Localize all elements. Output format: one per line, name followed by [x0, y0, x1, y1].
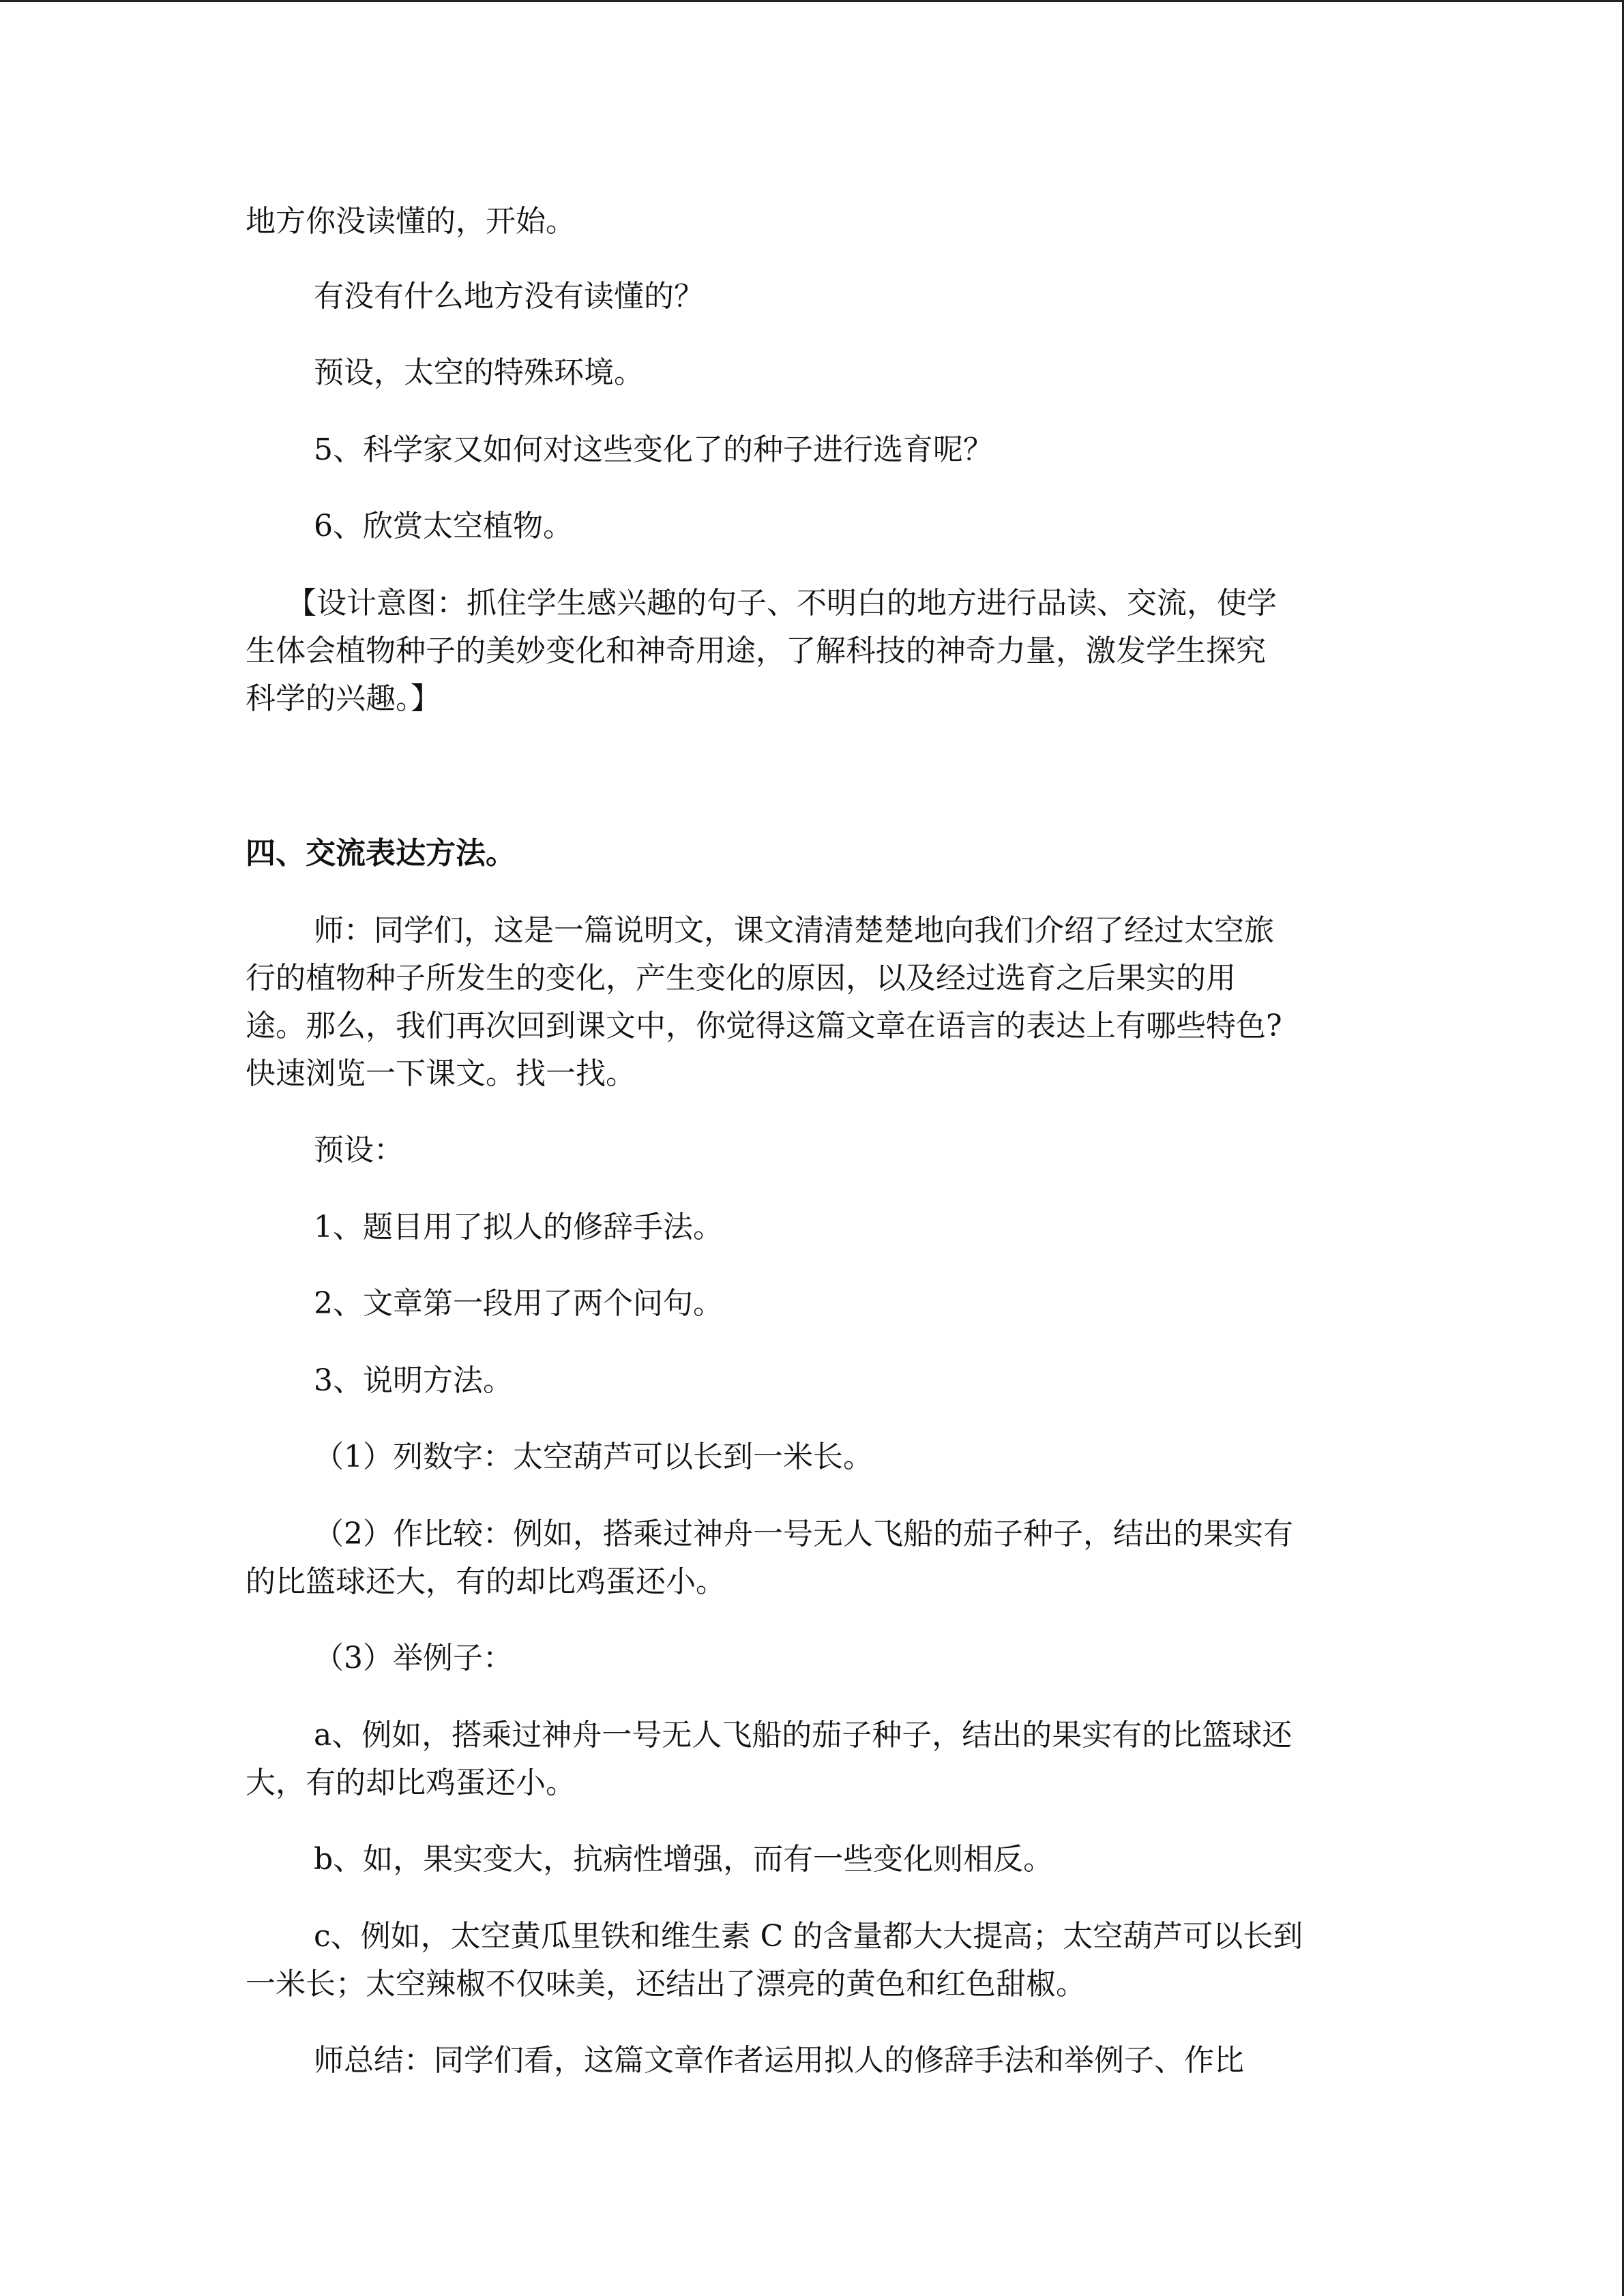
paragraph-line: 一米长；太空辣椒不仅味美，还结出了漂亮的黄色和红色甜椒。	[246, 1967, 1086, 2001]
paragraph-line: 有没有什么地方没有读懂的？	[314, 279, 704, 314]
paragraph-line: 2、文章第一段用了两个问句。	[314, 1286, 723, 1321]
paragraph-line: 预设，太空的特殊环境。	[314, 355, 644, 390]
paragraph-line: 预设：	[314, 1133, 404, 1167]
section-heading: 四、交流表达方法。	[246, 836, 516, 871]
design-intent-line: 科学的兴趣。】	[246, 681, 441, 716]
paragraph-line: 1、题目用了拟人的修辞手法。	[314, 1210, 723, 1244]
paragraph-line: b、如，果实变大，抗病性增强，而有一些变化则相反。	[314, 1842, 1054, 1877]
paragraph-line: （1）列数字：太空葫芦可以长到一米长。	[314, 1440, 873, 1474]
paragraph-line: 行的植物种子所发生的变化，产生变化的原因，以及经过选育之后果实的用	[246, 961, 1236, 996]
paragraph-line: （2）作比较：例如，搭乘过神舟一号无人飞船的茄子种子，结出的果实有	[314, 1517, 1293, 1551]
paragraph-line: a、例如，搭乘过神舟一号无人飞船的茄子种子，结出的果实有的比篮球还	[314, 1718, 1293, 1753]
paragraph-line: 6、欣赏太空植物。	[314, 509, 573, 543]
paragraph-line: 地方你没读懂的，开始。	[246, 204, 576, 239]
paragraph-line: 3、说明方法。	[314, 1363, 513, 1398]
paragraph-line: 大，有的却比鸡蛋还小。	[246, 1765, 576, 1800]
paragraph-line: 师：同学们，这是一篇说明文，课文清清楚楚地向我们介绍了经过太空旅	[314, 913, 1274, 948]
paragraph-line: （3）举例子：	[314, 1641, 513, 1675]
paragraph-line: 5、科学家又如何对这些变化了的种子进行选育呢？	[314, 432, 993, 467]
design-intent-line: 【设计意图：抓住学生感兴趣的句子、不明白的地方进行品读、交流，使学	[286, 586, 1277, 621]
paragraph-line: 师总结：同学们看，这篇文章作者运用拟人的修辞手法和举例子、作比	[314, 2043, 1244, 2078]
design-intent-line: 生体会植物种子的美妙变化和神奇用途，了解科技的神奇力量，激发学生探究	[246, 633, 1266, 668]
paragraph-line: 快速浏览一下课文。找一找。	[246, 1056, 636, 1091]
paragraph-line: 途。那么，我们再次回到课文中，你觉得这篇文章在语言的表达上有哪些特色?	[246, 1009, 1282, 1043]
paragraph-line: 的比篮球还大，有的却比鸡蛋还小。	[246, 1564, 726, 1599]
paragraph-line: c、例如，太空黄瓜里铁和维生素 C 的含量都大大提高；太空葫芦可以长到	[314, 1919, 1303, 1954]
page-border-top	[0, 0, 1624, 2]
